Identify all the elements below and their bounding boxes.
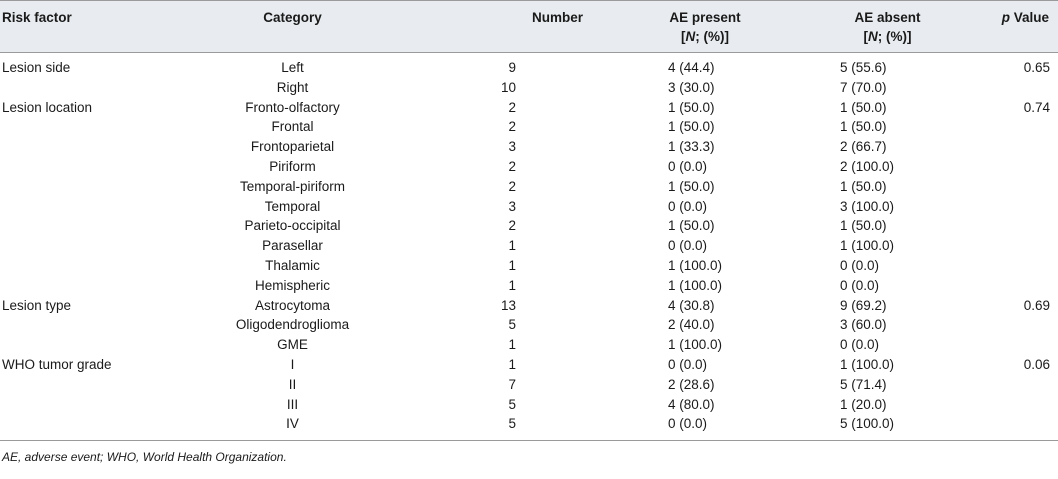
cell-p-value xyxy=(975,395,1058,415)
table-row xyxy=(0,216,1058,236)
cell-p-value xyxy=(975,256,1058,276)
cell-p-value xyxy=(975,335,1058,355)
cell-ae-present: 1 (50.0) xyxy=(668,99,715,115)
table-footnote: AE, adverse event; WHO, World Health Organization. xyxy=(2,450,287,465)
cell-category: Oligodendroglioma xyxy=(235,317,350,333)
cell-p-value xyxy=(975,78,1058,98)
cell-ae-present: 1 (100.0) xyxy=(668,277,723,293)
cell-category: Frontal xyxy=(271,119,314,135)
cell-number: 5 xyxy=(508,396,516,412)
cell-p-value xyxy=(975,216,1058,236)
cell-number: 1 xyxy=(508,277,516,293)
cell-ae-present: 1 (33.3) xyxy=(668,139,715,155)
cell-number: 3 xyxy=(508,139,516,155)
table-row xyxy=(0,98,1058,118)
cell-p-value xyxy=(975,414,1058,440)
cell-category: GME xyxy=(277,337,308,353)
cell-risk-factor xyxy=(0,414,210,440)
header-number: Number xyxy=(375,1,610,53)
table-row xyxy=(0,355,1058,375)
header-ae-present-line2: [N; (%)] xyxy=(681,29,729,44)
table-row xyxy=(0,137,1058,157)
cell-number: 2 xyxy=(508,158,516,174)
cell-ae-present: 2 (28.6) xyxy=(668,376,715,392)
cell-number: 7 xyxy=(508,376,516,392)
cell-number: 2 xyxy=(508,99,516,115)
header-risk-factor: Risk factor xyxy=(0,1,210,53)
cell-risk-factor xyxy=(0,236,210,256)
cell-ae-absent: 0 (0.0) xyxy=(840,277,880,293)
cell-number: 2 xyxy=(508,218,516,234)
cell-ae-present: 4 (80.0) xyxy=(668,396,715,412)
cell-ae-present: 0 (0.0) xyxy=(668,158,708,174)
cell-risk-factor xyxy=(0,177,210,197)
cell-category: Thalamic xyxy=(265,257,320,273)
cell-category: II xyxy=(288,376,297,392)
cell-category: I xyxy=(290,356,295,372)
cell-ae-present: 3 (30.0) xyxy=(668,79,715,95)
header-p-value: p Value xyxy=(975,1,1058,53)
cell-category: Fronto-olfactory xyxy=(245,99,340,115)
cell-ae-absent: 1 (50.0) xyxy=(840,119,887,135)
table-row xyxy=(0,157,1058,177)
cell-ae-absent: 3 (100.0) xyxy=(840,198,895,214)
cell-p-value: 0.74 xyxy=(1023,99,1050,115)
table-row xyxy=(0,177,1058,197)
cell-ae-absent: 1 (50.0) xyxy=(840,218,887,234)
cell-risk-factor: Lesion side xyxy=(2,60,71,75)
cell-risk-factor xyxy=(0,375,210,395)
cell-number: 13 xyxy=(500,297,516,313)
cell-ae-present: 2 (40.0) xyxy=(668,317,715,333)
cell-category: Frontoparietal xyxy=(250,139,335,155)
cell-number: 3 xyxy=(508,198,516,214)
cell-ae-present: 1 (50.0) xyxy=(668,178,715,194)
cell-ae-present: 4 (44.4) xyxy=(668,60,715,75)
cell-p-value xyxy=(975,117,1058,137)
cell-category: Parieto-occipital xyxy=(244,218,341,234)
cell-category: Piriform xyxy=(269,158,316,174)
cell-ae-present: 0 (0.0) xyxy=(668,416,708,432)
cell-risk-factor: Lesion location xyxy=(2,99,93,115)
cell-category: IV xyxy=(286,416,299,432)
cell-p-value: 0.65 xyxy=(1023,60,1050,75)
cell-p-value: 0.06 xyxy=(1023,356,1050,372)
header-ae-absent-line1: AE absent xyxy=(854,10,921,25)
cell-p-value xyxy=(975,157,1058,177)
cell-category: Temporal xyxy=(264,198,321,214)
header-ae-absent xyxy=(800,1,975,53)
cell-number: 9 xyxy=(508,60,516,75)
table-row xyxy=(0,197,1058,217)
cell-risk-factor xyxy=(0,137,210,157)
cell-p-value: 0.69 xyxy=(1023,297,1050,313)
table-row xyxy=(0,236,1058,256)
cell-ae-absent: 2 (66.7) xyxy=(840,139,887,155)
table-row xyxy=(0,375,1058,395)
cell-p-value xyxy=(975,315,1058,335)
cell-number: 1 xyxy=(508,238,516,254)
header-category: Category xyxy=(210,1,375,53)
cell-risk-factor xyxy=(0,157,210,177)
cell-ae-absent: 9 (69.2) xyxy=(840,297,887,313)
cell-risk-factor: WHO tumor grade xyxy=(2,356,112,372)
cell-risk-factor xyxy=(0,256,210,276)
table-row xyxy=(0,296,1058,316)
table-row xyxy=(0,315,1058,335)
cell-ae-absent: 1 (100.0) xyxy=(840,356,895,372)
cell-risk-factor xyxy=(0,395,210,415)
cell-ae-absent: 0 (0.0) xyxy=(840,337,880,353)
cell-ae-present: 0 (0.0) xyxy=(668,198,708,214)
cell-p-value xyxy=(975,197,1058,217)
cell-number: 1 xyxy=(508,337,516,353)
cell-category: Astrocytoma xyxy=(254,297,331,313)
header-ae-present-line1: AE present xyxy=(669,10,741,25)
cell-category: Temporal-piriform xyxy=(239,178,346,194)
cell-ae-absent: 3 (60.0) xyxy=(840,317,887,333)
cell-risk-factor xyxy=(0,197,210,217)
cell-ae-absent: 5 (55.6) xyxy=(840,60,887,75)
cell-risk-factor: Lesion type xyxy=(2,297,72,313)
header-ae-absent-line2: [N; (%)] xyxy=(863,29,912,44)
cell-category: Hemispheric xyxy=(254,277,331,293)
cell-p-value xyxy=(975,236,1058,256)
cell-risk-factor xyxy=(0,78,210,98)
table-row xyxy=(0,117,1058,137)
cell-ae-absent: 5 (71.4) xyxy=(840,376,887,392)
cell-ae-present: 4 (30.8) xyxy=(668,297,715,313)
cell-ae-absent: 1 (50.0) xyxy=(840,99,887,115)
cell-category: Parasellar xyxy=(262,238,323,254)
cell-risk-factor xyxy=(0,117,210,137)
cell-number: 10 xyxy=(500,79,516,95)
cell-ae-absent: 1 (20.0) xyxy=(840,396,887,412)
cell-ae-absent: 5 (100.0) xyxy=(840,416,895,432)
table-body xyxy=(0,53,1058,441)
cell-ae-absent: 0 (0.0) xyxy=(840,257,880,273)
table-row xyxy=(0,276,1058,296)
cell-category: Right xyxy=(276,79,309,95)
cell-p-value xyxy=(975,137,1058,157)
cell-ae-present: 1 (50.0) xyxy=(668,218,715,234)
header-ae-present xyxy=(610,1,800,53)
cell-ae-absent: 1 (100.0) xyxy=(840,238,895,254)
cell-risk-factor xyxy=(0,216,210,236)
cell-ae-absent: 2 (100.0) xyxy=(840,158,895,174)
table-row xyxy=(0,335,1058,355)
cell-ae-present: 0 (0.0) xyxy=(668,356,708,372)
cell-ae-absent: 1 (50.0) xyxy=(840,178,887,194)
table-row xyxy=(0,395,1058,415)
cell-category: Left xyxy=(281,60,304,75)
cell-ae-present: 1 (50.0) xyxy=(668,119,715,135)
cell-ae-present: 0 (0.0) xyxy=(668,238,708,254)
cell-ae-present: 1 (100.0) xyxy=(668,257,723,273)
table-header xyxy=(0,1,1058,53)
cell-risk-factor xyxy=(0,276,210,296)
cell-number: 5 xyxy=(508,317,516,333)
cell-ae-present: 1 (100.0) xyxy=(668,337,723,353)
cell-p-value xyxy=(975,375,1058,395)
cell-ae-absent: 7 (70.0) xyxy=(840,79,887,95)
cell-category: III xyxy=(286,396,299,412)
table-row xyxy=(0,78,1058,98)
cell-p-value xyxy=(975,276,1058,296)
cell-risk-factor xyxy=(0,315,210,335)
table-row xyxy=(0,53,1058,78)
table-row xyxy=(0,256,1058,276)
cell-number: 1 xyxy=(508,356,516,372)
cell-number: 2 xyxy=(508,119,516,135)
header-row xyxy=(0,1,1058,53)
cell-number: 5 xyxy=(508,416,516,432)
table-row xyxy=(0,414,1058,440)
cell-risk-factor xyxy=(0,335,210,355)
cell-number: 1 xyxy=(508,257,516,273)
cell-number: 2 xyxy=(508,178,516,194)
cell-p-value xyxy=(975,177,1058,197)
